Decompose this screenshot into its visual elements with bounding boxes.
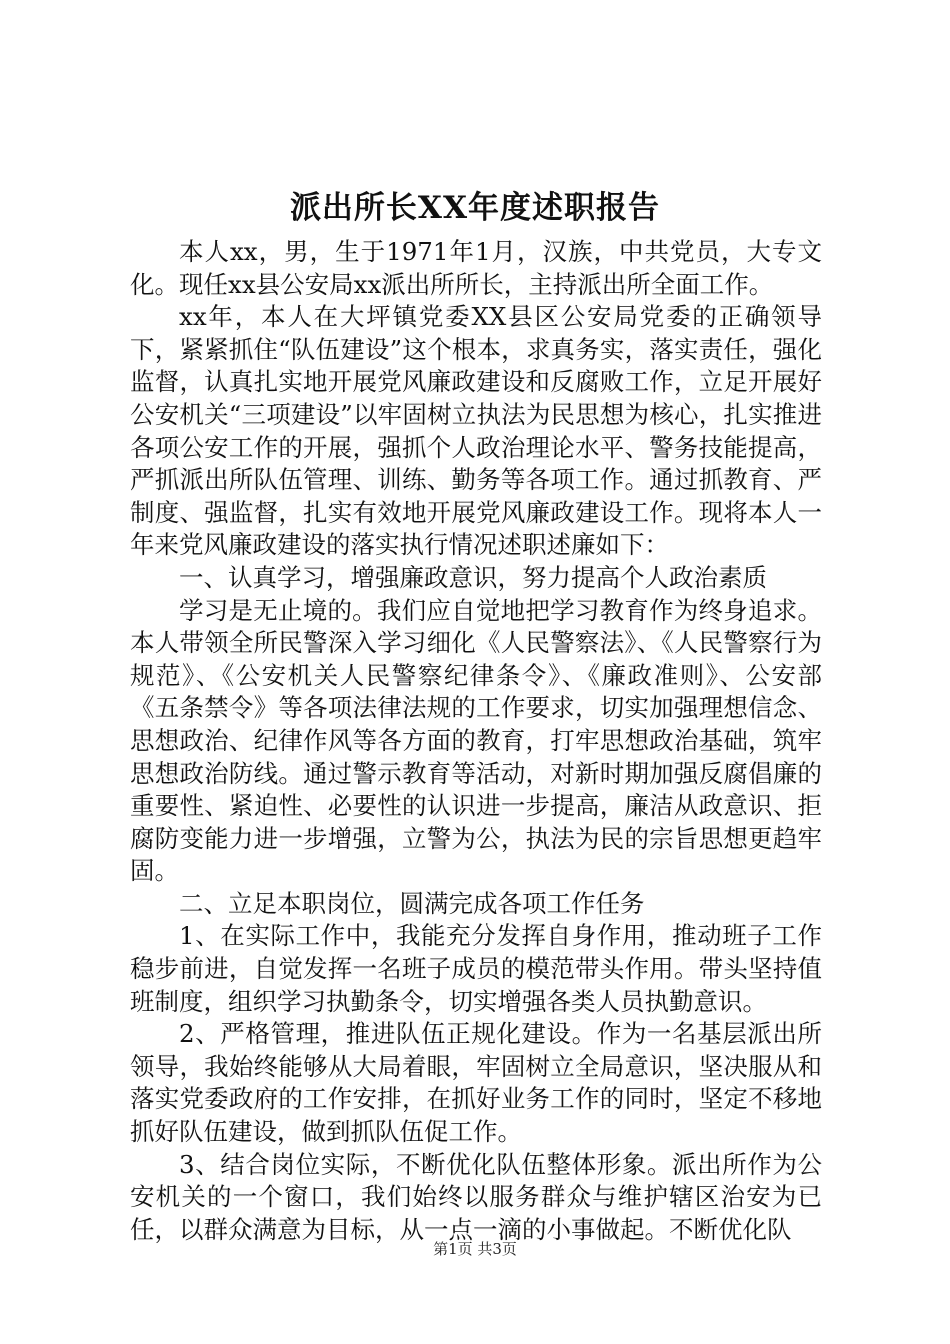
document-body <box>130 236 822 1246</box>
paragraph-study: 学习是无止境的。我们应自觉地把学习教育作为终身追求。本人带领全所民警深入学习细化《人民警察法》、《人民警察行为规范》、《公安机关人民警察纪律条令》、《廉政准则》、公安部《五条禁令》等各项法律法规的工作要求，切实加强理想信念、思想政治、纪律作风等各方面的教育，打牢思想政治基础，筑牢思想政治防线。通过警示教育等活动，对新时期加强反腐倡廉的重要性、紧迫性、必要性的认识进一步提高，廉洁从政意识、拒腐防变能力进一步增强，立警为公，执法为民的宗旨思想更趋牢固。 <box>130 595 822 886</box>
paragraph-overview: xx年，本人在大坪镇党委XX县区公安局党委的正确领导下，紧紧抓住“队伍建设”这个根本，求真务实，落实责任，强化监督，认真扎实地开展党风廉政建设和反腐败工作，立足开展好公安机关“三项建设”以牢固树立执法为民思想为核心，扎实推进各项公安工作的开展，强抓个人政治理论水平、警务技能提高，严抓派出所队伍管理、训练、勤务等各项工作。通过抓教育、严制度、强监督，扎实有效地开展党风廉政建设工作。现将本人一年来党风廉政建设的落实执行情况述职述廉如下： <box>130 302 822 560</box>
section-heading-1: 一、认真学习，增强廉政意识，努力提高个人政治素质 <box>179 562 767 592</box>
section-heading-2: 二、立足本职岗位，圆满完成各项工作任务 <box>179 888 645 918</box>
document-title: 派出所长XX年度述职报告 <box>289 190 661 226</box>
paragraph-intro: 本人xx，男，生于1971年1月，汉族，中共党员，大专文化。现任xx县公安局xx派出所所长，主持派出所全面工作。 <box>130 237 822 299</box>
paragraph-item-2: 2、严格管理，推进队伍正规化建设。作为一名基层派出所领导，我始终能够从大局着眼，牢固树立全局意识，坚决服从和落实党委政府的工作安排，在抓好业务工作的同时，坚定不移地抓好队伍建设，做到抓队伍促工作。 <box>130 1019 822 1147</box>
page-footer: 第1页 共3页 <box>433 1240 517 1258</box>
paragraph-item-1: 1、在实际工作中，我能充分发挥自身作用，推动班子工作稳步前进，自觉发挥一名班子成员的模范带头作用。带头坚持值班制度，组织学习执勤条令，切实增强各类人员执勤意识。 <box>130 921 822 1016</box>
paragraph-item-3: 3、结合岗位实际，不断优化队伍整体形象。派出所作为公安机关的一个窗口，我们始终以服务群众与维护辖区治安为已任，以群众满意为目标，从一点一滴的小事做起。不断优化队 <box>130 1149 822 1244</box>
